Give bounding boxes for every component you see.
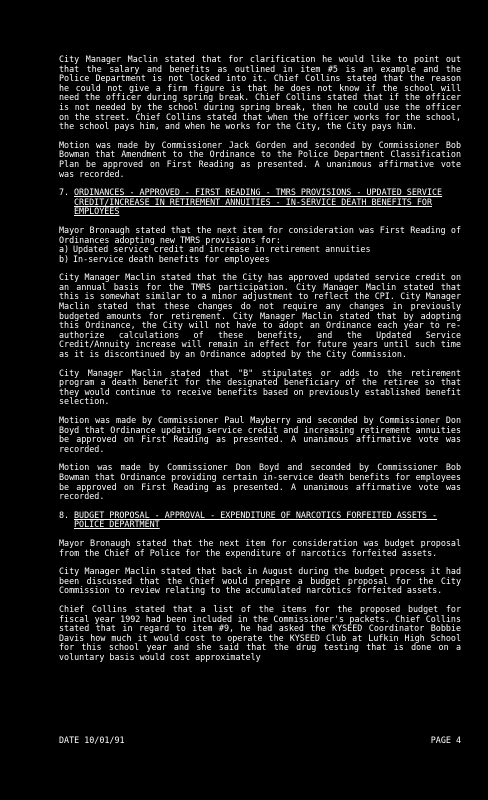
paragraph-motion-service-credit: Motion was made by Commissioner Paul Mayberry and seconded by Commissioner Don Boyd that Ordinance updating service credit and increasing retirement annuities be approved on First Reading as presented. A unanimous affirmative vote was recorded. [59,415,461,454]
section-number: 7. [59,187,70,198]
footer-page-number: PAGE 4 [430,735,461,745]
section-number: 8. [59,509,70,520]
paragraph-service-credit: City Manager Maclin stated that the City has approved updated service credit on an annual basis for the TMRS participation. City Manager Maclin stated that this is somewhat similar to a minor adjustment to reflect the CPI. City Manager Maclin stated that these changes do not require any changes in previously budgeted amounts for retirement. City Manager Maclin stated that by adopting this Ordinance, the City will not have to adopt an Ordinance each year to re-authorize calculations of these benefits, and the Updated Service Credit/Annuity increase will remain in effect for future years until such time as it is discontinued by an Ordinance adopted by the City Commission. [59,272,461,360]
section-title: BUDGET PROPOSAL - APPROVAL - EXPENDITURE OF NARCOTICS FORFEITED ASSETS - POLICE DEPARTMENT [74,509,438,530]
paragraph-tmrs-intro: Mayor Bronaugh stated that the next item for consideration was First Reading of Ordinances adopting new TMRS provisions for: [59,224,461,245]
section-heading-7 [59,188,461,217]
tmrs-provisions-list [59,245,461,264]
page-footer [59,736,461,746]
footer-date: DATE 10/01/91 [59,735,125,745]
list-marker: b) [59,253,70,264]
paragraph-budget-process: City Manager Maclin stated that back in August during the budget process it had been discussed that the Chief would prepare a budget proposal for the City Commission to review relating to the accumulated narcotics forfeited assets. [59,566,461,596]
minutes-body [59,55,461,671]
paragraph-death-benefit: City Manager Maclin stated that "B" stipulates or adds to the retirement program a death benefit for the designated beneficiary of the retiree so that they would continue to receive benefits based on previously established benefit selection. [59,367,461,407]
list-text: In-service death benefits for employees [73,253,270,264]
paragraph-chief-collins: Chief Collins stated that a list of the items for the proposed budget for fiscal year 1992 had been included in the Commissioner's packets. Chief Collins stated that in regard to item #9, he had asked the KYSEED Coordinator Bobbie Davis how much it would cost to operate the KYSEED Club at Lufkin High School for this school year and she said that the drug testing that is done on a voluntary basis would cost approximately [59,603,461,662]
section-title: ORDINANCES - APPROVED - FIRST READING - TMRS PROVISIONS - UPDATED SERVICE CREDIT/INCREASE IN RETIREMENT ANNUITIES - IN-SERVICE DEATH BENEFITS FOR EMPLOYEES [74,187,443,217]
paragraph-budget-intro: Mayor Bronaugh stated that the next item for consideration was budget proposal from the Chief of Police for the expenditure of narcotics forfeited assets. [59,537,461,558]
paragraph-clarification: City Manager Maclin stated that for clarification he would like to point out that the salary and benefits as outlined in item #5 is an example and the Police Department is not locked into it. Chief Collins stated that the reason he could not give a firm figure is that he does not know if the school will need the officer during spring break. Chief Collins stated that if the officer is not needed by the school during spring break, then he could use the officer on the street. Chief Collins stated that when the officer works for the school, the school pays him, and when he works for the City, the City pays him. [59,54,461,132]
paragraph-motion-death-benefits: Motion was made by Commissioner Don Boyd and seconded by Commissioner Bob Bowman that Ordinance providing certain in-service death benefits for employees be approved on First Reading as presented. A unanimous affirmative vote was recorded. [59,462,461,502]
paragraph-motion-classification: Motion was made by Commissioner Jack Gorden and seconded by Commissioner Bob Bowman that Amendment to the Ordinance to the Police Department Classification Plan be approved on First Reading as presented. A unanimous affirmative vote was recorded. [59,139,461,179]
list-text: Updated service credit and increase in retirement annuities [73,244,371,255]
list-marker: a) [59,244,70,255]
list-item [59,255,461,265]
section-heading-8 [59,511,461,530]
